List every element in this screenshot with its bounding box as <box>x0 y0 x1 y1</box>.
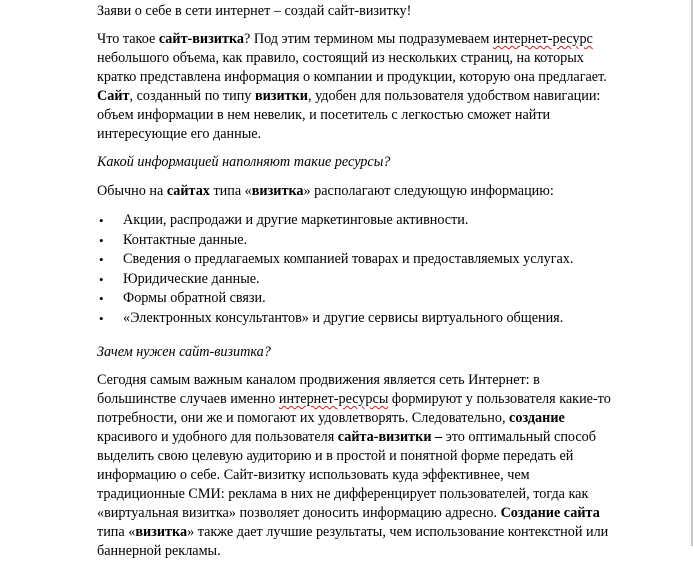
list-item <box>97 270 613 290</box>
bullet-icon: • <box>99 310 104 326</box>
bold-run: визитка <box>251 183 304 199</box>
bullet-icon: • <box>99 232 104 248</box>
list-item <box>97 289 613 309</box>
text-run: это оптимальный способ выделить свою целевую аудиторию и в простой и понятной форме передать ей информацию о себе. Сайт-визитку использовать куда эффективнее, чем традиционные СМИ: реклама в них не дифференцирует пользователей, тогда как «виртуальная визитка» позволяет доносить информацию адресно. <box>97 429 596 521</box>
bold-run: сайта-визитки – <box>337 429 443 445</box>
list-item <box>97 231 613 251</box>
bullet-icon: • <box>99 271 104 287</box>
list-item-text: Юридические данные. <box>123 270 260 287</box>
spellcheck-word[interactable]: интернет-ресурсы <box>278 391 389 407</box>
list-item-text: Сведения о предлагаемых компанией товарах и предоставляемых услугах. <box>123 251 574 268</box>
bold-run: сайт-визитка <box>158 31 244 47</box>
list-item-text: Формы обратной связи. <box>123 290 266 307</box>
text-run: , удобен для пользователя удобством навигации: объем информации в нем невелик, и посетитель с легкостью сможет найти интересующие его данные. <box>97 88 601 142</box>
bold-run: визитка <box>135 524 188 540</box>
paragraph-usually <box>97 182 554 201</box>
text-run: небольшого объема, как правило, состоящий из нескольких страниц, на которых кратко представлена информация о компании и продукции, которую она предлагает. <box>97 50 607 85</box>
list-item <box>97 211 613 231</box>
question-heading-1: Какой информацией наполняют такие ресурсы? <box>97 154 391 170</box>
bullet-icon: • <box>99 213 104 228</box>
list-item-text: «Электронных консультантов» и другие сервисы виртуального общения. <box>123 309 564 326</box>
text-run: типа « <box>209 183 252 199</box>
bold-run: сайтах <box>166 183 210 199</box>
text-run: ? Под этим термином мы подразумеваем <box>244 31 493 47</box>
bullet-icon: • <box>99 252 104 268</box>
text-run: формируют у пользователя какие-то потребности, они же и помогают их удовлетворять. Следовательно, <box>97 391 611 426</box>
text-run: красивого и удобного для пользователя <box>97 429 338 445</box>
text-run: Обычно на <box>97 183 167 199</box>
bold-run: создание <box>509 410 565 426</box>
list-item <box>97 250 613 270</box>
paragraph-what-is-site <box>97 30 613 144</box>
question-heading-2: Зачем нужен сайт-визитка? <box>97 344 271 360</box>
text-run: Что такое <box>97 31 159 47</box>
bold-run: Создание сайта <box>500 505 600 521</box>
list-item-text: Контактные данные. <box>123 231 248 248</box>
bold-run: Сайт <box>97 88 130 104</box>
list-item <box>97 309 613 329</box>
list-item-text: Акции, распродажи и другие маркетинговые активности. <box>123 212 469 228</box>
document-heading: Заяви о себе в сети интернет – создай сайт-визитку! <box>97 3 412 19</box>
paragraph-why-needed <box>97 371 613 561</box>
bullet-list <box>97 211 613 329</box>
text-run: » также дает лучшие результаты, чем использование контекстной или баннерной рекламы. <box>97 524 609 559</box>
text-run: , созданный по типу <box>129 88 255 104</box>
text-run: Сегодня самым важным каналом продвижения является сеть Интернет: в большинстве случаев именно <box>97 372 540 407</box>
text-run: типа « <box>97 524 136 540</box>
text-run: » располагают следующую информацию: <box>303 183 554 199</box>
spellcheck-word[interactable]: интернет-ресурс <box>492 31 593 47</box>
bold-run: визитки <box>254 88 308 104</box>
bullet-icon: • <box>99 291 104 307</box>
